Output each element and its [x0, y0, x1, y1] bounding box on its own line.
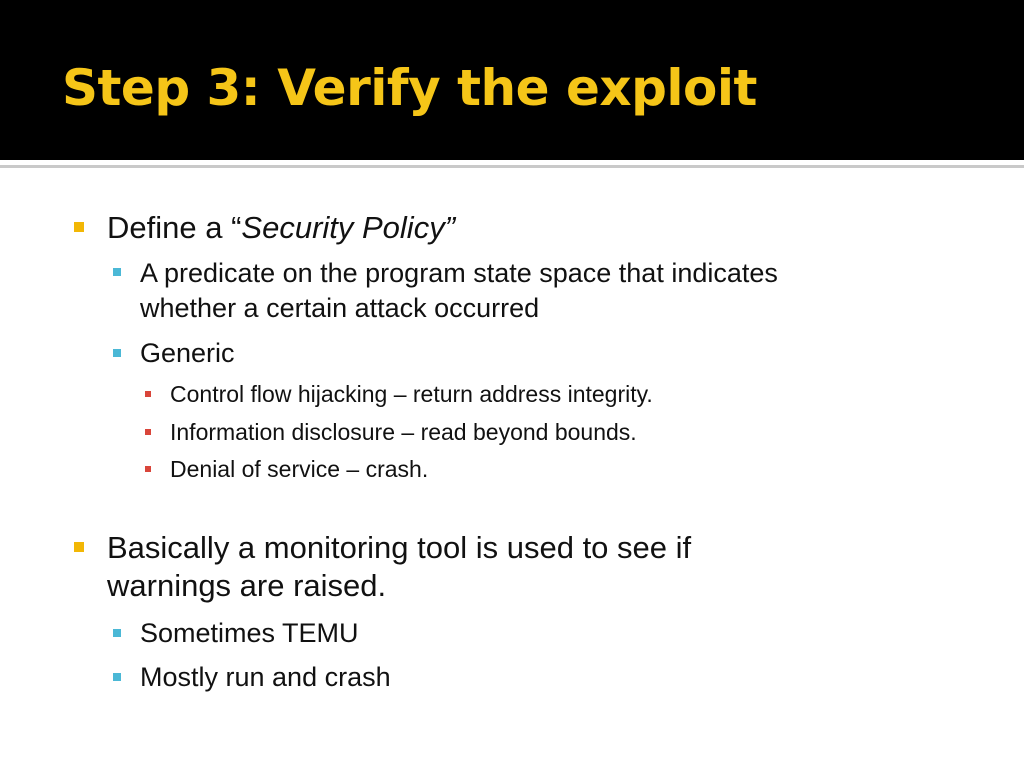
- bullet-square-icon: [113, 629, 121, 637]
- bullet-square-icon: [113, 349, 121, 357]
- bullet-square-icon: [74, 542, 84, 552]
- bullet-square-icon: [145, 466, 151, 472]
- bullet-define-security-policy: [107, 209, 455, 247]
- bullet-generic: Generic: [140, 338, 235, 368]
- bullet-information-disclosure: Information disclosure – read beyond bounds.: [170, 419, 637, 445]
- bullet-text-line: A predicate on the program state space that indicates: [140, 258, 778, 288]
- bullet-denial-of-service: Denial of service – crash.: [170, 456, 429, 482]
- slide-title: Step 3: Verify the exploit: [62, 59, 757, 117]
- bullet-sometimes-temu: Sometimes TEMU: [140, 618, 359, 648]
- bullet-text-line: Basically a monitoring tool is used to see if: [107, 530, 692, 565]
- bullet-control-flow-hijacking: Control flow hijacking – return address integrity.: [170, 381, 653, 407]
- bullet-square-icon: [145, 429, 151, 435]
- bullet-text-line: warnings are raised.: [107, 568, 387, 603]
- bullet-square-icon: [145, 391, 151, 397]
- bullet-monitoring-tool: [107, 529, 691, 605]
- bullet-text-line: whether a certain attack occurred: [140, 293, 540, 323]
- bullet-square-icon: [113, 673, 121, 681]
- bullet-text-italic: Security Policy”: [241, 210, 456, 245]
- bullet-mostly-run-and-crash: Mostly run and crash: [140, 662, 391, 692]
- bullet-text: Define a “: [107, 210, 242, 245]
- bullet-square-icon: [74, 222, 84, 232]
- bullet-square-icon: [113, 268, 121, 276]
- bullet-predicate: [140, 256, 778, 326]
